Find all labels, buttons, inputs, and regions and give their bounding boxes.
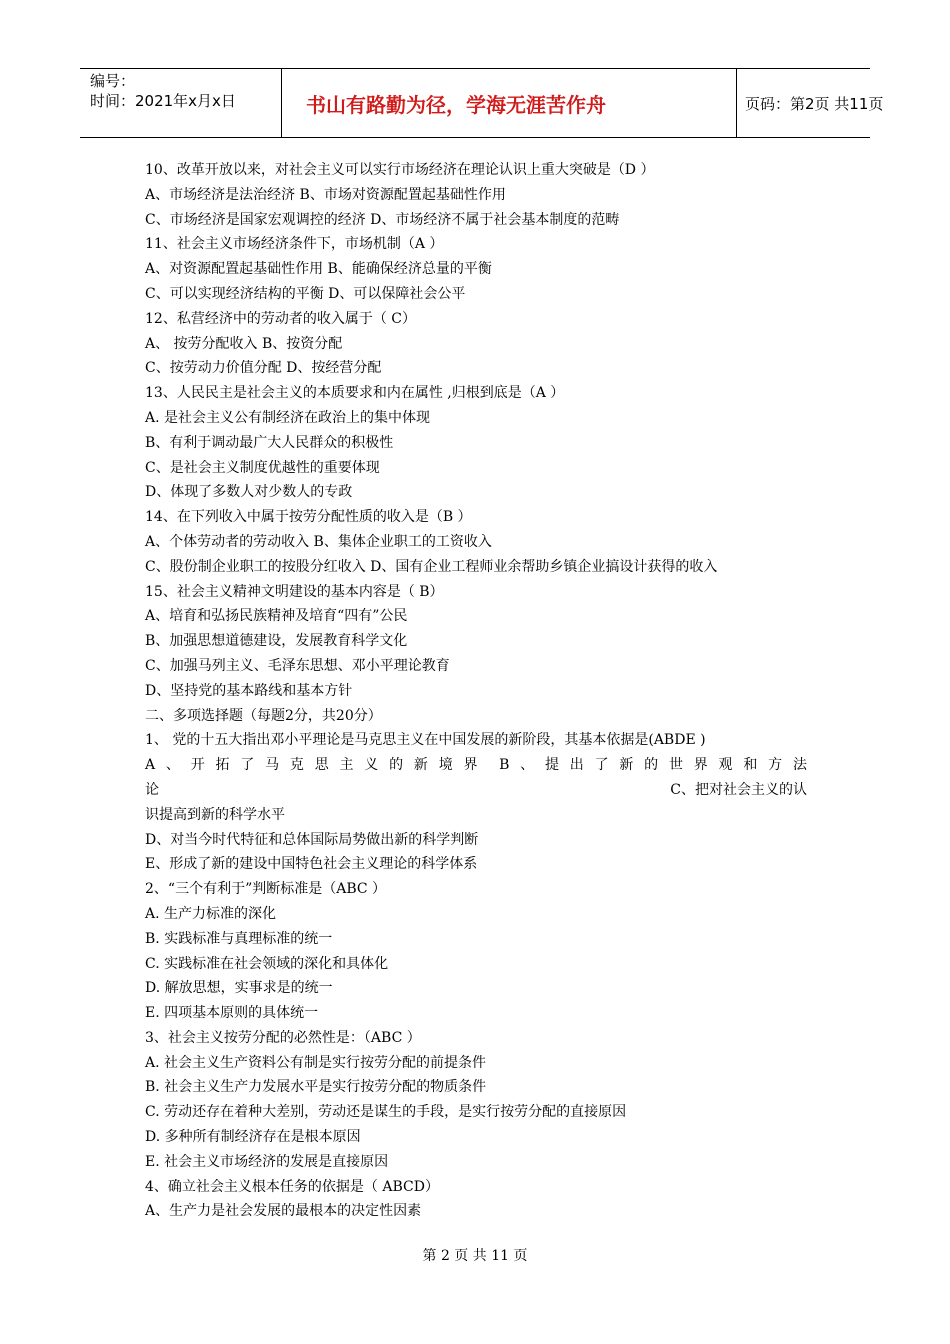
text-line: C、市场经济是国家宏观调控的经济 D、市场经济不属于社会基本制度的范畴 — [145, 211, 620, 228]
text-line: B、有利于调动最广大人民群众的积极性 — [145, 434, 394, 451]
split-line-right: C、把对社会主义的认 — [670, 781, 807, 798]
justified-char: A — [145, 757, 156, 774]
text-line: C、股份制企业职工的按股分红收入 D、国有企业工程师业余帮助乡镇企业搞设计获得的收入 — [145, 558, 718, 575]
text-line: E. 社会主义市场经济的发展是直接原因 — [145, 1153, 389, 1170]
text-line: B. 实践标准与真理标准的统一 — [145, 930, 333, 947]
text-line: A、 按劳分配收入 B、按资分配 — [145, 335, 343, 352]
text-line: A. 社会主义生产资料公有制是实行按劳分配的前提条件 — [145, 1054, 487, 1071]
text-line: 12、私营经济中的劳动者的收入属于（ C） — [145, 310, 416, 327]
justified-char: 主 — [339, 757, 354, 774]
page-header — [80, 68, 884, 138]
header-motto: 书山有路勤为径，学海无涯苦作舟 — [306, 93, 606, 117]
text-line: 1、 党的十五大指出邓小平理论是马克思主义在中国发展的新阶段，其基本依据是(ABDE ) — [145, 732, 706, 749]
justified-char: 新 — [413, 757, 428, 774]
text-line: A、个体劳动者的劳动收入 B、集体企业职工的工资收入 — [145, 533, 492, 550]
text-line: A、对资源配置起基础性作用 B、能确保经济总量的平衡 — [145, 261, 492, 278]
text-line: E、形成了新的建设中国特色社会主义理论的科学体系 — [145, 856, 478, 873]
justified-char: 观 — [718, 757, 733, 774]
text-line: 14、在下列收入中属于按劳分配性质的收入是（B ） — [145, 509, 472, 526]
text-line: 识提高到新的科学水平 — [145, 806, 285, 823]
text-line: D. 多种所有制经济存在是根本原因 — [145, 1129, 361, 1146]
text-line: A、生产力是社会发展的最根本的决定性因素 — [145, 1203, 422, 1220]
header-page-cell — [737, 69, 884, 137]
justified-char: 了 — [594, 757, 609, 774]
header-page-number: 页码：第2页 共11页 — [745, 95, 884, 113]
text-line: B. 社会主义生产力发展水平是实行按劳分配的物质条件 — [145, 1079, 487, 1096]
justified-char: 新 — [619, 757, 634, 774]
header-motto-cell — [282, 69, 737, 137]
text-line: C、加强马列主义、毛泽东思想、邓小平理论教育 — [145, 657, 450, 674]
justified-char: 世 — [668, 757, 683, 774]
text-line: D、坚持党的基本路线和基本方针 — [145, 682, 353, 699]
text-line: D. 解放思想，实事求是的统一 — [145, 980, 333, 997]
justified-char: 界 — [693, 757, 708, 774]
justified-char: 界 — [463, 757, 478, 774]
justified-char: 方 — [768, 757, 783, 774]
justified-char: 出 — [569, 757, 584, 774]
text-line: C、按劳动力价值分配 D、按经营分配 — [145, 360, 382, 377]
justified-char: 境 — [438, 757, 453, 774]
text-line: 13、人民民主是社会主义的本质要求和内在属性 ,归根到底是（A ） — [145, 385, 565, 402]
text-line: D、体现了多数人对少数人的专政 — [145, 484, 353, 501]
justified-char: 、 — [520, 757, 535, 774]
split-line-left: 论 — [145, 781, 159, 798]
text-line: B、加强思想道德建设，发展教育科学文化 — [145, 633, 408, 650]
justified-char: 的 — [389, 757, 404, 774]
justified-char: 法 — [792, 757, 807, 774]
text-line: A、培育和弘扬民族精神及培育“四有”公民 — [145, 608, 408, 625]
text-line: 二、多项选择题（每题2分，共20分） — [145, 707, 382, 724]
justified-char: 克 — [289, 757, 304, 774]
document-body — [145, 158, 807, 1224]
text-line: 4、确立社会主义根本任务的依据是（ ABCD） — [145, 1178, 439, 1195]
justified-char: 、 — [165, 757, 180, 774]
text-line: E. 四项基本原则的具体统一 — [145, 1005, 319, 1022]
header-left-cell — [80, 69, 282, 137]
justified-char: 马 — [265, 757, 280, 774]
justified-char: 提 — [544, 757, 559, 774]
text-line: C. 劳动还存在着种大差别，劳动还是谋生的手段，是实行按劳分配的直接原因 — [145, 1104, 627, 1121]
page-footer: 第 2 页 共 11 页 — [422, 1248, 528, 1264]
justified-char: 了 — [240, 757, 255, 774]
split-option-line — [145, 778, 807, 803]
justified-char: 和 — [743, 757, 758, 774]
document-code-label: 编号： — [90, 72, 136, 90]
justified-char: 义 — [364, 757, 379, 774]
justified-char: 的 — [644, 757, 659, 774]
text-line: 15、社会主义精神文明建设的基本内容是（ B） — [145, 583, 444, 600]
text-line: 11、社会主义市场经济条件下，市场机制（A ） — [145, 236, 444, 253]
justified-char: 思 — [314, 757, 329, 774]
text-line: A、市场经济是法治经济 B、市场对资源配置起基础性作用 — [145, 186, 506, 203]
document-date-label: 时间：2021年x月x日 — [90, 92, 236, 110]
text-line: C. 实践标准在社会领域的深化和具体化 — [145, 955, 389, 972]
text-line: A. 生产力标准的深化 — [145, 905, 277, 922]
justified-char: 拓 — [215, 757, 230, 774]
justified-char: 开 — [190, 757, 205, 774]
text-line: C、可以实现经济结构的平衡 D、可以保障社会公平 — [145, 285, 466, 302]
text-line: 10、改革开放以来，对社会主义可以实行市场经济在理论认识上重大突破是（D ） — [145, 162, 655, 178]
text-line: 3、社会主义按劳分配的必然性是：（ABC ） — [145, 1029, 421, 1046]
justified-option-line — [145, 753, 807, 778]
text-line: A. 是社会主义公有制经济在政治上的集中体现 — [145, 409, 431, 426]
justified-char: B — [499, 757, 510, 774]
text-line: C、是社会主义制度优越性的重要体现 — [145, 459, 380, 476]
text-line: 2、“三个有利于”判断标准是（ABC ） — [145, 881, 387, 898]
text-line: D、对当今时代特征和总体国际局势做出新的科学判断 — [145, 831, 479, 848]
